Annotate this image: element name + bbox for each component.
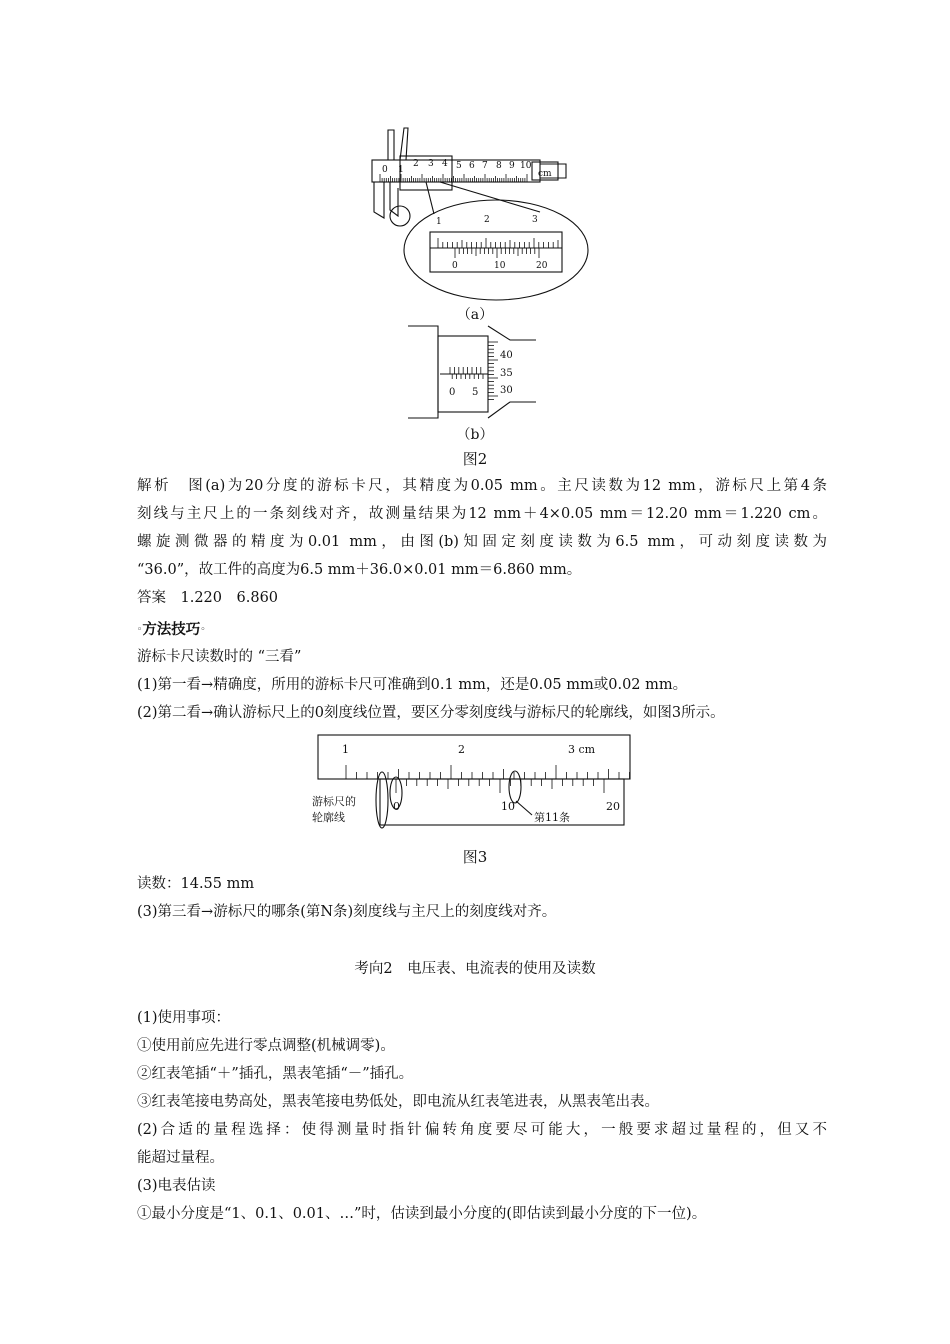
caliper-tick-label: 1 (398, 165, 404, 175)
caliper-tick-label: 9 (509, 161, 515, 171)
caliper-drawing (360, 122, 600, 302)
analysis-line: 刻线与主尺上的一条刻线对齐，故测量结果为12 mm＋4×0.05 mm＝12.20 mm＝1.220 cm。 (137, 506, 827, 522)
section2-line: (1)使用事项： (137, 1010, 231, 1026)
section2-line: ①最小分度是“1、0.1、0.01、…”时，估读到最小分度的(即估读到最小分度的下一位)。 (137, 1206, 707, 1222)
section2-line: ①使用前应先进行零点调整(机械调零)。 (137, 1038, 395, 1054)
vernier-scale-label: 20 (606, 800, 620, 813)
vernier-figure (310, 733, 635, 833)
micrometer-fixed-label: 5 (472, 387, 479, 398)
zoom-main-label: 2 (484, 215, 490, 225)
caliper-tick-label: 3 (428, 159, 434, 169)
zoom-main-label: 1 (436, 217, 442, 227)
bullet-icon: ◦ (200, 625, 206, 635)
tips-heading-text: 方法技巧 (142, 622, 201, 638)
analysis-line: 螺旋测微器的精度为0.01 mm，由图(b)知固定刻度读数为6.5 mm，可动刻度读数为 (137, 534, 827, 550)
tips-item: (2)第二看→确认游标尺上的0刻度线位置，要区分零刻度线与游标尺的轮廓线，如图3所示。 (137, 705, 725, 721)
bullet-icon: ◦ (137, 625, 143, 635)
figure2-caption: 图2 (462, 450, 488, 468)
micrometer-thimble-label: 35 (500, 368, 513, 379)
vernier-scale-label: 10 (501, 800, 515, 813)
section-title: 考向2 电压表、电流表的使用及读数 (354, 961, 596, 977)
zoom-vernier-label: 0 (452, 261, 458, 271)
analysis-line: 解析 图(a)为20分度的游标卡尺，其精度为0.05 mm。主尺读数为12 mm，游标尺上第4条 (137, 478, 827, 494)
zoom-vernier-label: 20 (536, 261, 548, 271)
caliper-tick-label: 0 (382, 165, 388, 175)
caliper-tick-label: 4 (442, 159, 448, 169)
tips-heading (137, 618, 206, 639)
section2-line: ③红表笔接电势高处，黑表笔接电势低处，即电流从红表笔进表，从黑表笔出表。 (137, 1094, 659, 1110)
zoom-vernier-label: 10 (494, 261, 506, 271)
section2-line: (2)合适的量程选择：使得测量时指针偏转角度要尽可能大，一般要求超过量程的，但又不 (137, 1122, 827, 1138)
figure3-caption: 图3 (462, 848, 488, 866)
tips-intro: 游标卡尺读数时的 “三看” (137, 649, 302, 665)
caliper-tick-label: 7 (482, 161, 488, 171)
caliper-tick-label: 5 (456, 161, 462, 171)
eleventh-line-label: 第11条 (534, 811, 570, 824)
main-scale-label: 3 cm (568, 743, 596, 756)
section2-line: (3)电表估读 (137, 1178, 216, 1194)
tips-item: (3)第三看→游标尺的哪条(第N条)刻度线与主尺上的刻度线对齐。 (137, 904, 557, 920)
figure2b-caption: （b） (456, 427, 494, 443)
outline-label: 游标尺的 (312, 795, 356, 808)
main-scale-label: 2 (458, 743, 465, 756)
micrometer-fixed-label: 0 (449, 387, 456, 398)
micrometer-figure (404, 322, 544, 422)
caliper-figure (360, 122, 600, 302)
micrometer-drawing (404, 322, 544, 422)
section2-line: ②红表笔插“＋”插孔，黑表笔插“－”插孔。 (137, 1066, 414, 1082)
section2-line: 能超过量程。 (137, 1150, 224, 1166)
analysis-line: “36.0”，故工件的高度为6.5 mm＋36.0×0.01 mm＝6.860 mm。 (137, 562, 582, 578)
figure2a-caption: （a） (456, 307, 494, 323)
reading-line: 读数：14.55 mm (137, 876, 255, 892)
micrometer-thimble-label: 30 (500, 385, 513, 396)
answer-line: 答案 1.220 6.860 (137, 590, 279, 606)
tips-item: (1)第一看→精确度，所用的游标卡尺可准确到0.1 mm，还是0.05 mm或0.02 mm。 (137, 677, 688, 693)
main-scale-label: 1 (342, 743, 349, 756)
vernier-drawing (310, 733, 635, 833)
outline-label: 轮廓线 (312, 811, 345, 824)
caliper-tick-label: 8 (496, 161, 502, 171)
vernier-scale-label: 0 (393, 800, 400, 813)
caliper-unit: cm (538, 169, 552, 179)
micrometer-thimble-label: 40 (500, 350, 513, 361)
caliper-tick-label: 10 (520, 161, 532, 171)
caliper-tick-label: 6 (469, 161, 475, 171)
caliper-tick-label: 2 (413, 159, 419, 169)
zoom-main-label: 3 (532, 215, 538, 225)
